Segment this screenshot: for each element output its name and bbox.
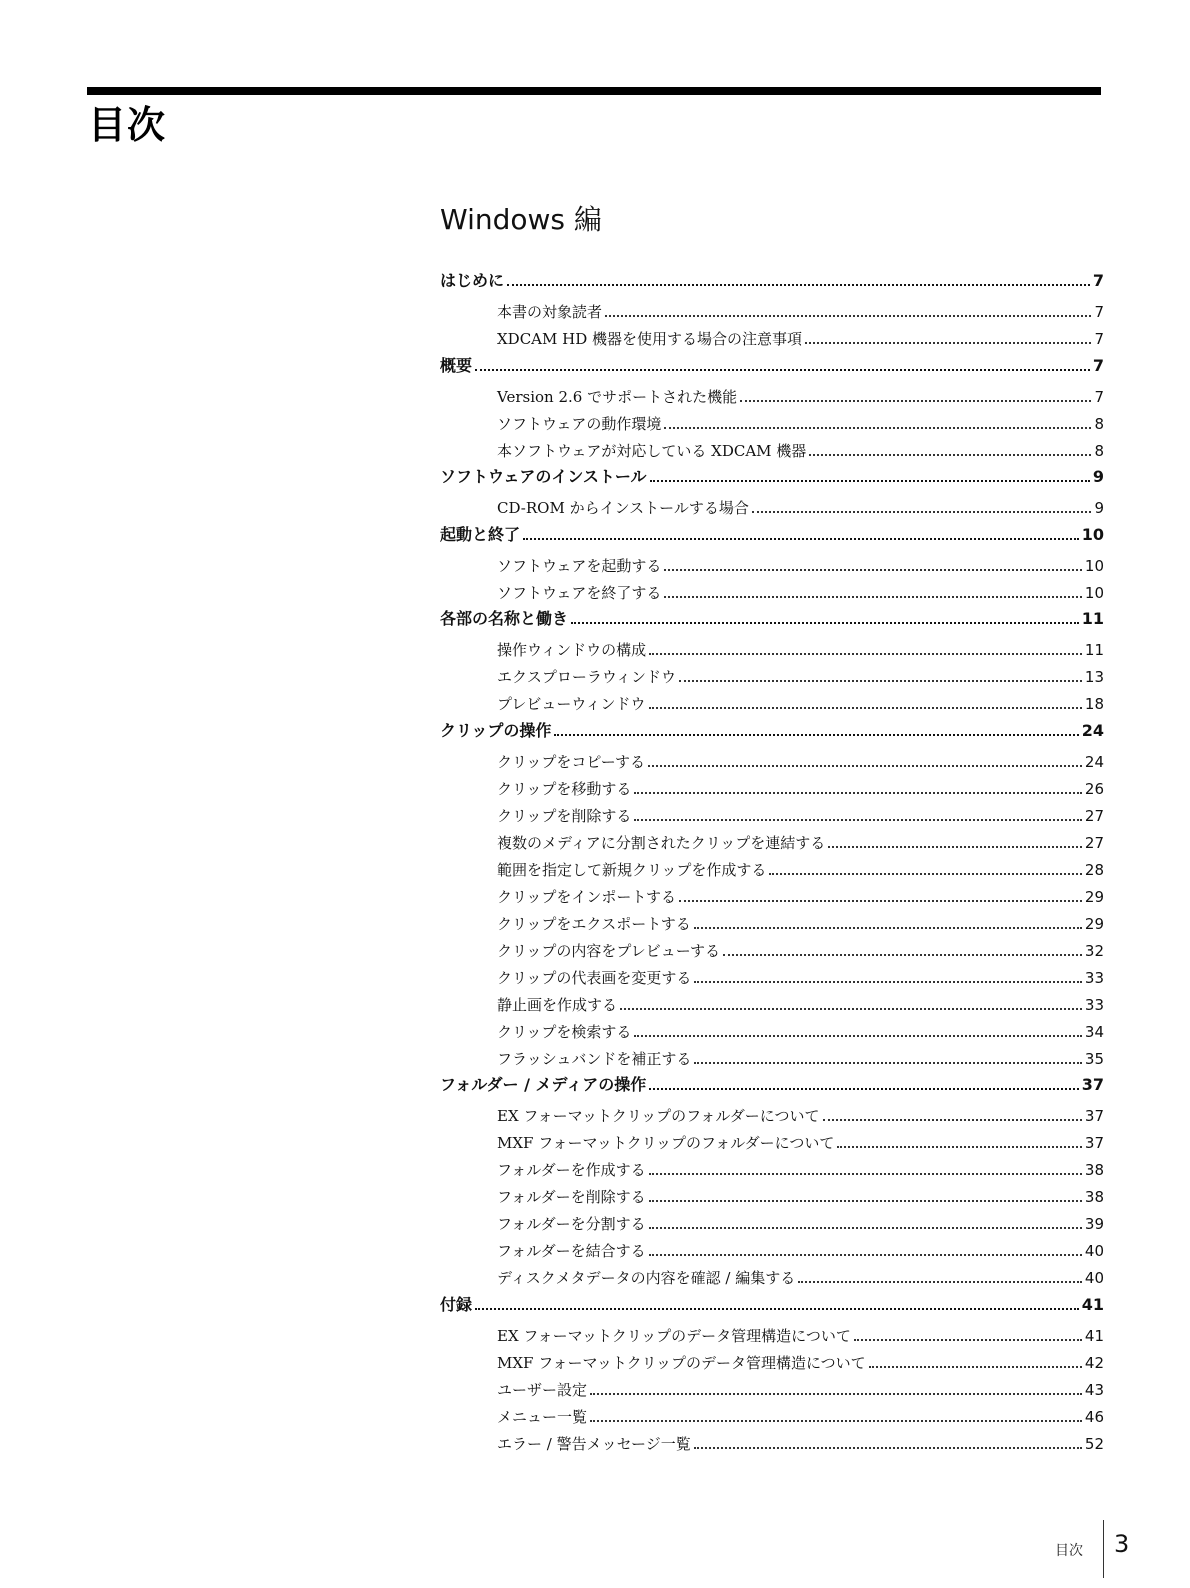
toc-page-number: 52 bbox=[1084, 1434, 1104, 1453]
toc-page-number: 42 bbox=[1084, 1353, 1104, 1372]
toc-label: はじめに bbox=[440, 271, 505, 290]
toc-chapter bbox=[440, 353, 1104, 377]
dot-leader bbox=[649, 1254, 1082, 1256]
toc-entry bbox=[440, 553, 1104, 577]
toc-entry bbox=[440, 1377, 1104, 1401]
toc-entry bbox=[440, 830, 1104, 854]
toc-chapter bbox=[440, 464, 1104, 488]
toc-page-number: 7 bbox=[1094, 387, 1104, 406]
toc-entry bbox=[440, 411, 1104, 435]
toc-entry bbox=[440, 691, 1104, 715]
toc-entry bbox=[440, 938, 1104, 962]
toc-label: エクスプローラウィンドウ bbox=[497, 668, 676, 686]
dot-leader bbox=[590, 1420, 1082, 1422]
toc-label: 本ソフトウェアが対応している XDCAM 機器 bbox=[497, 441, 807, 460]
dot-leader bbox=[694, 927, 1082, 929]
toc-label: エラー / 警告メッセージ一覧 bbox=[497, 1434, 691, 1453]
toc-entry bbox=[440, 884, 1104, 908]
toc-entry bbox=[440, 1323, 1104, 1347]
toc-entry bbox=[440, 776, 1104, 800]
toc-label: CD-ROM からインストールする場合 bbox=[497, 499, 749, 517]
toc-chapter bbox=[440, 268, 1104, 292]
toc-label: MXF フォーマットクリップのデータ管理構造について bbox=[497, 1353, 866, 1372]
dot-leader bbox=[649, 653, 1082, 655]
toc-page-number: 7 bbox=[1092, 355, 1104, 375]
toc-page-number: 33 bbox=[1084, 968, 1104, 987]
toc-label: ディスクメタデータの内容を確認 / 編集する bbox=[497, 1269, 796, 1287]
toc-page-number: 9 bbox=[1092, 467, 1104, 486]
toc-label: 操作ウィンドウの構成 bbox=[497, 641, 647, 659]
toc-entry bbox=[440, 326, 1104, 350]
toc-page-number: 10 bbox=[1084, 583, 1104, 602]
toc-label: プレビューウィンドウ bbox=[497, 695, 646, 713]
dot-leader bbox=[571, 622, 1079, 624]
toc-entry bbox=[440, 1238, 1104, 1262]
dot-leader bbox=[679, 900, 1082, 902]
toc-label: EX フォーマットクリップのデータ管理構造について bbox=[497, 1326, 851, 1345]
dot-leader bbox=[634, 819, 1082, 821]
toc-page-number: 37 bbox=[1084, 1134, 1104, 1152]
toc-entry bbox=[440, 299, 1104, 323]
toc-entry bbox=[440, 438, 1104, 462]
toc-label: フォルダーを作成する bbox=[497, 1161, 646, 1179]
dot-leader bbox=[798, 1281, 1082, 1283]
toc-page-number: 32 bbox=[1084, 941, 1104, 960]
dot-leader bbox=[650, 480, 1090, 482]
toc-page-number: 24 bbox=[1081, 720, 1104, 740]
toc-page-number: 38 bbox=[1084, 1188, 1104, 1206]
toc-page-number: 9 bbox=[1094, 499, 1104, 517]
toc-entry bbox=[440, 749, 1104, 773]
footer-section-label: 目次 bbox=[1055, 1543, 1083, 1559]
toc-entry bbox=[440, 637, 1104, 661]
dot-leader bbox=[664, 427, 1091, 429]
dot-leader bbox=[590, 1393, 1082, 1395]
toc-label: クリップを検索する bbox=[497, 1022, 632, 1041]
toc-chapter bbox=[440, 718, 1104, 742]
toc-page-number: 41 bbox=[1084, 1326, 1104, 1345]
toc-entry bbox=[440, 580, 1104, 604]
toc-chapter bbox=[440, 606, 1104, 630]
toc-page-number: 43 bbox=[1084, 1380, 1104, 1399]
dot-leader bbox=[828, 846, 1082, 848]
toc-page-number: 7 bbox=[1094, 303, 1104, 321]
dot-leader bbox=[837, 1146, 1082, 1148]
toc-page-number: 18 bbox=[1084, 695, 1104, 713]
dot-leader bbox=[694, 981, 1082, 983]
top-rule bbox=[87, 87, 1101, 95]
dot-leader bbox=[805, 342, 1091, 344]
toc-chapter bbox=[440, 522, 1104, 546]
toc-label: XDCAM HD 機器を使用する場合の注意事項 bbox=[497, 330, 803, 348]
toc-label: ソフトウェアを終了する bbox=[497, 583, 662, 602]
toc-entry bbox=[440, 1019, 1104, 1043]
toc-entry bbox=[440, 1046, 1104, 1070]
toc-page-number: 27 bbox=[1084, 833, 1104, 852]
toc-label: 起動と終了 bbox=[440, 524, 521, 544]
toc-label: ソフトウェアのインストール bbox=[440, 467, 647, 486]
dot-leader bbox=[649, 707, 1082, 709]
toc-label: クリップをコピーする bbox=[497, 752, 646, 771]
dot-leader bbox=[769, 873, 1082, 875]
toc-page-number: 13 bbox=[1084, 668, 1104, 686]
dot-leader bbox=[634, 1035, 1082, 1037]
toc-page-number: 40 bbox=[1084, 1269, 1104, 1287]
toc-page-number: 27 bbox=[1084, 806, 1104, 825]
toc-page-number: 7 bbox=[1094, 330, 1104, 348]
toc-entry bbox=[440, 1130, 1104, 1154]
footer-page-number: 3 bbox=[1114, 1530, 1130, 1558]
toc-page-number: 24 bbox=[1084, 752, 1104, 771]
toc-label: クリップを削除する bbox=[497, 806, 632, 825]
dot-leader bbox=[523, 538, 1079, 540]
toc-label: クリップの操作 bbox=[440, 720, 552, 740]
dot-leader bbox=[823, 1119, 1082, 1121]
toc-page-number: 11 bbox=[1081, 609, 1104, 628]
toc-entry bbox=[440, 911, 1104, 935]
toc-page-number: 8 bbox=[1094, 414, 1104, 433]
dot-leader bbox=[854, 1339, 1082, 1341]
toc-entry bbox=[440, 1350, 1104, 1374]
toc-page-number: 34 bbox=[1084, 1022, 1104, 1041]
toc-entry bbox=[440, 992, 1104, 1016]
dot-leader bbox=[869, 1366, 1082, 1368]
dot-leader bbox=[554, 734, 1078, 736]
dot-leader bbox=[694, 1062, 1082, 1064]
toc-label: クリップの代表画を変更する bbox=[497, 968, 692, 987]
toc-entry bbox=[440, 384, 1104, 408]
toc-label: 静止画を作成する bbox=[497, 995, 618, 1014]
toc-page-number: 28 bbox=[1084, 860, 1104, 879]
toc-entry bbox=[440, 1211, 1104, 1235]
toc-label: 各部の名称と働き bbox=[440, 609, 569, 628]
toc-page-number: 35 bbox=[1084, 1049, 1104, 1068]
toc-label: クリップをエクスポートする bbox=[497, 914, 691, 933]
toc-page-number: 10 bbox=[1084, 556, 1104, 575]
toc-chapter bbox=[440, 1292, 1104, 1316]
toc-entry bbox=[440, 857, 1104, 881]
toc-entry bbox=[440, 1157, 1104, 1181]
dot-leader bbox=[605, 315, 1091, 317]
toc-label: フラッシュバンドを補正する bbox=[497, 1049, 692, 1068]
toc-page-number: 26 bbox=[1084, 779, 1104, 798]
dot-leader bbox=[664, 596, 1082, 598]
toc-page-number: 11 bbox=[1084, 641, 1104, 659]
toc-label: フォルダーを削除する bbox=[497, 1188, 646, 1206]
toc-label: ソフトウェアを起動する bbox=[497, 556, 662, 575]
toc-label: ソフトウェアの動作環境 bbox=[497, 414, 662, 433]
dot-leader bbox=[475, 1308, 1079, 1310]
toc-label: フォルダーを結合する bbox=[497, 1242, 646, 1260]
toc-label: 複数のメディアに分割されたクリップを連結する bbox=[497, 833, 826, 852]
dot-leader bbox=[634, 792, 1082, 794]
dot-leader bbox=[740, 400, 1091, 402]
toc-label: ユーザー設定 bbox=[497, 1380, 588, 1399]
toc-page-number: 40 bbox=[1084, 1242, 1104, 1260]
toc-entry bbox=[440, 1404, 1104, 1428]
toc-entry bbox=[440, 1103, 1104, 1127]
toc-page-number: 29 bbox=[1084, 914, 1104, 933]
footer-divider bbox=[1103, 1520, 1104, 1578]
dot-leader bbox=[752, 511, 1092, 513]
dot-leader bbox=[648, 765, 1082, 767]
toc-entry bbox=[440, 1184, 1104, 1208]
toc-page-number: 8 bbox=[1094, 441, 1104, 460]
toc-entry bbox=[440, 1431, 1104, 1455]
toc-label: クリップの内容をプレビューする bbox=[497, 941, 721, 960]
dot-leader bbox=[723, 954, 1082, 956]
dot-leader bbox=[694, 1447, 1082, 1449]
page-title: 目次 bbox=[88, 103, 167, 147]
toc-entry bbox=[440, 664, 1104, 688]
toc-chapter bbox=[440, 1072, 1104, 1096]
toc-label: MXF フォーマットクリップのフォルダーについて bbox=[497, 1134, 835, 1152]
toc-page-number: 7 bbox=[1092, 271, 1104, 290]
toc-page-number: 10 bbox=[1081, 524, 1104, 544]
dot-leader bbox=[664, 569, 1082, 571]
toc-entry bbox=[440, 965, 1104, 989]
toc-label: メニュー一覧 bbox=[497, 1407, 588, 1426]
toc-entry bbox=[440, 803, 1104, 827]
toc-page-number: 37 bbox=[1084, 1107, 1104, 1125]
toc-page-number: 29 bbox=[1084, 887, 1104, 906]
dot-leader bbox=[649, 1227, 1082, 1229]
dot-leader bbox=[507, 284, 1090, 286]
toc-label: 本書の対象読者 bbox=[497, 303, 603, 321]
dot-leader bbox=[649, 1173, 1082, 1175]
toc-label: クリップをインポートする bbox=[497, 887, 676, 906]
toc-label: EX フォーマットクリップのフォルダーについて bbox=[497, 1107, 820, 1125]
toc-label: フォルダーを分割する bbox=[497, 1215, 646, 1233]
toc-label: Version 2.6 でサポートされた機能 bbox=[497, 387, 738, 406]
section-title: Windows 編 bbox=[440, 203, 602, 236]
toc-label: 概要 bbox=[440, 355, 473, 375]
toc-label: 範囲を指定して新規クリップを作成する bbox=[497, 860, 767, 879]
dot-leader bbox=[649, 1088, 1078, 1090]
dot-leader bbox=[475, 369, 1090, 371]
toc-label: フォルダー / メディアの操作 bbox=[440, 1075, 647, 1094]
toc-page-number: 37 bbox=[1081, 1075, 1104, 1094]
toc-entry bbox=[440, 495, 1104, 519]
toc-label: 付録 bbox=[440, 1294, 473, 1314]
dot-leader bbox=[649, 1200, 1082, 1202]
toc-entry bbox=[440, 1265, 1104, 1289]
dot-leader bbox=[679, 680, 1082, 682]
toc-page-number: 38 bbox=[1084, 1161, 1104, 1179]
toc-page-number: 41 bbox=[1081, 1294, 1104, 1314]
dot-leader bbox=[620, 1008, 1082, 1010]
toc-page-number: 46 bbox=[1084, 1407, 1104, 1426]
toc-page-number: 33 bbox=[1084, 995, 1104, 1014]
toc-label: クリップを移動する bbox=[497, 779, 632, 798]
toc-page-number: 39 bbox=[1084, 1215, 1104, 1233]
dot-leader bbox=[809, 454, 1091, 456]
